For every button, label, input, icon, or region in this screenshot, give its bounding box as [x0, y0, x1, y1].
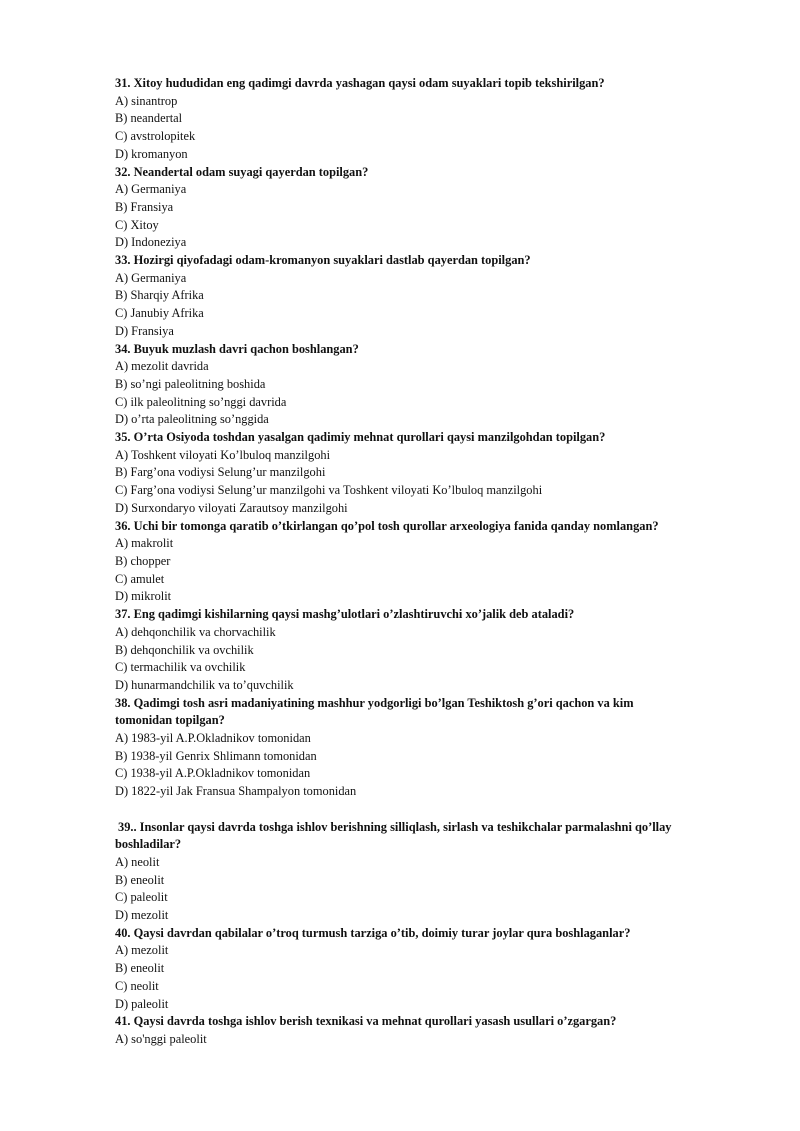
- answer-option: C) Xitoy: [115, 217, 159, 232]
- question-block: [115, 341, 725, 430]
- blank-line: [115, 801, 725, 819]
- question-text: 41. Qaysi davrda toshga ishlov berish texnikasi va mehnat qurollari yasash usullari o’zgargan?: [115, 1014, 617, 1029]
- answer-option: B) chopper: [115, 553, 171, 568]
- answer-option: A) Toshkent viloyati Ko’lbuloq manzilgohi: [115, 447, 331, 462]
- question-text: 40. Qaysi davrdan qabilalar o’troq turmush tarziga o’tib, doimiy turar joylar qura boshlaganlar?: [115, 925, 631, 940]
- answer-option: B) eneolit: [115, 961, 165, 976]
- question-block: [115, 252, 725, 341]
- answer-option: C) neolit: [115, 978, 159, 993]
- answer-option: D) mikrolit: [115, 589, 172, 604]
- answer-option: B) Sharqiy Afrika: [115, 288, 204, 303]
- question-block: [115, 429, 725, 518]
- answer-option: D) kromanyon: [115, 146, 188, 161]
- question-text: 34. Buyuk muzlash davri qachon boshlangan?: [115, 341, 359, 356]
- answer-option: B) neandertal: [115, 111, 183, 126]
- answer-option: D) 1822-yil Jak Fransua Shampalyon tomonidan: [115, 784, 357, 799]
- answer-option: A) neolit: [115, 854, 160, 869]
- answer-option: C) Janubiy Afrika: [115, 306, 204, 321]
- answer-option: B) eneolit: [115, 872, 165, 887]
- question-text: 39.. Insonlar qaysi davrda toshga ishlov berishning silliqlash, sirlash va teshikchalar parmalashni qo’llay: [118, 819, 672, 834]
- answer-option: B) dehqonchilik va ovchilik: [115, 642, 254, 657]
- answer-option: A) so'nggi paleolit: [115, 1031, 207, 1046]
- question-block: [115, 1013, 725, 1048]
- answer-option: D) paleolit: [115, 996, 169, 1011]
- question-list: [115, 75, 725, 1049]
- question-text: 38. Qadimgi tosh asri madaniyatining mashhur yodgorligi bo’lgan Teshiktosh g’ori qachon va kim: [115, 695, 634, 710]
- answer-option: D) o’rta paleolitning so’nggida: [115, 412, 269, 427]
- question-text: 32. Neandertal odam suyagi qayerdan topilgan?: [115, 164, 369, 179]
- answer-option: B) Fransiya: [115, 199, 174, 214]
- answer-option: C) ilk paleolitning so’nggi davrida: [115, 394, 287, 409]
- answer-option: B) Farg’ona vodiysi Selung’ur manzilgohi: [115, 465, 326, 480]
- question-block: [115, 164, 725, 253]
- answer-option: A) 1983-yil A.P.Okladnikov tomonidan: [115, 731, 311, 746]
- answer-option: A) Germaniya: [115, 270, 187, 285]
- question-block: [115, 75, 725, 164]
- question-block: [115, 606, 725, 695]
- question-block: [115, 819, 725, 925]
- answer-option: D) hunarmandchilik va to’quvchilik: [115, 677, 294, 692]
- question-text-continuation: boshladilar?: [115, 837, 182, 852]
- answer-option: C) Farg’ona vodiysi Selung’ur manzilgohi va Toshkent viloyati Ko’lbuloq manzilgohi: [115, 483, 543, 498]
- answer-option: D) Fransiya: [115, 323, 174, 338]
- answer-option: A) sinantrop: [115, 93, 178, 108]
- answer-option: B) 1938-yil Genrix Shlimann tomonidan: [115, 748, 317, 763]
- question-block: [115, 695, 725, 801]
- answer-option: C) paleolit: [115, 890, 168, 905]
- answer-option: C) termachilik va ovchilik: [115, 660, 246, 675]
- answer-option: D) Surxondaryo viloyati Zarautsoy manzilgohi: [115, 500, 348, 515]
- question-text: 31. Xitoy hududidan eng qadimgi davrda yashagan qaysi odam suyaklari topib tekshirilgan?: [115, 76, 605, 90]
- answer-option: A) mezolit davrida: [115, 359, 209, 374]
- answer-option: B) so’ngi paleolitning boshida: [115, 376, 266, 391]
- answer-option: A) dehqonchilik va chorvachilik: [115, 624, 276, 639]
- answer-option: A) Germaniya: [115, 182, 187, 197]
- question-text: 35. O’rta Osiyoda toshdan yasalgan qadimiy mehnat qurollari qaysi manzilgohdan topilgan?: [115, 430, 606, 445]
- question-text-continuation: tomonidan topilgan?: [115, 713, 225, 728]
- answer-option: A) mezolit: [115, 943, 169, 958]
- question-block: [115, 925, 725, 1014]
- answer-option: D) Indoneziya: [115, 235, 187, 250]
- question-block: [115, 518, 725, 607]
- answer-option: A) makrolit: [115, 536, 174, 551]
- answer-option: C) 1938-yil A.P.Okladnikov tomonidan: [115, 766, 311, 781]
- question-text: 36. Uchi bir tomonga qaratib o’tkirlangan qo’pol tosh qurollar arxeologiya fanida qanday nomlangan?: [115, 518, 659, 533]
- answer-option: C) avstrolopitek: [115, 129, 196, 144]
- question-text: 37. Eng qadimgi kishilarning qaysi mashg’ulotlari o’zlashtiruvchi xo’jalik deb ataladi?: [115, 607, 575, 622]
- question-text: 33. Hozirgi qiyofadagi odam-kromanyon suyaklari dastlab qayerdan topilgan?: [115, 253, 531, 268]
- answer-option: D) mezolit: [115, 908, 169, 923]
- answer-option: C) amulet: [115, 571, 165, 586]
